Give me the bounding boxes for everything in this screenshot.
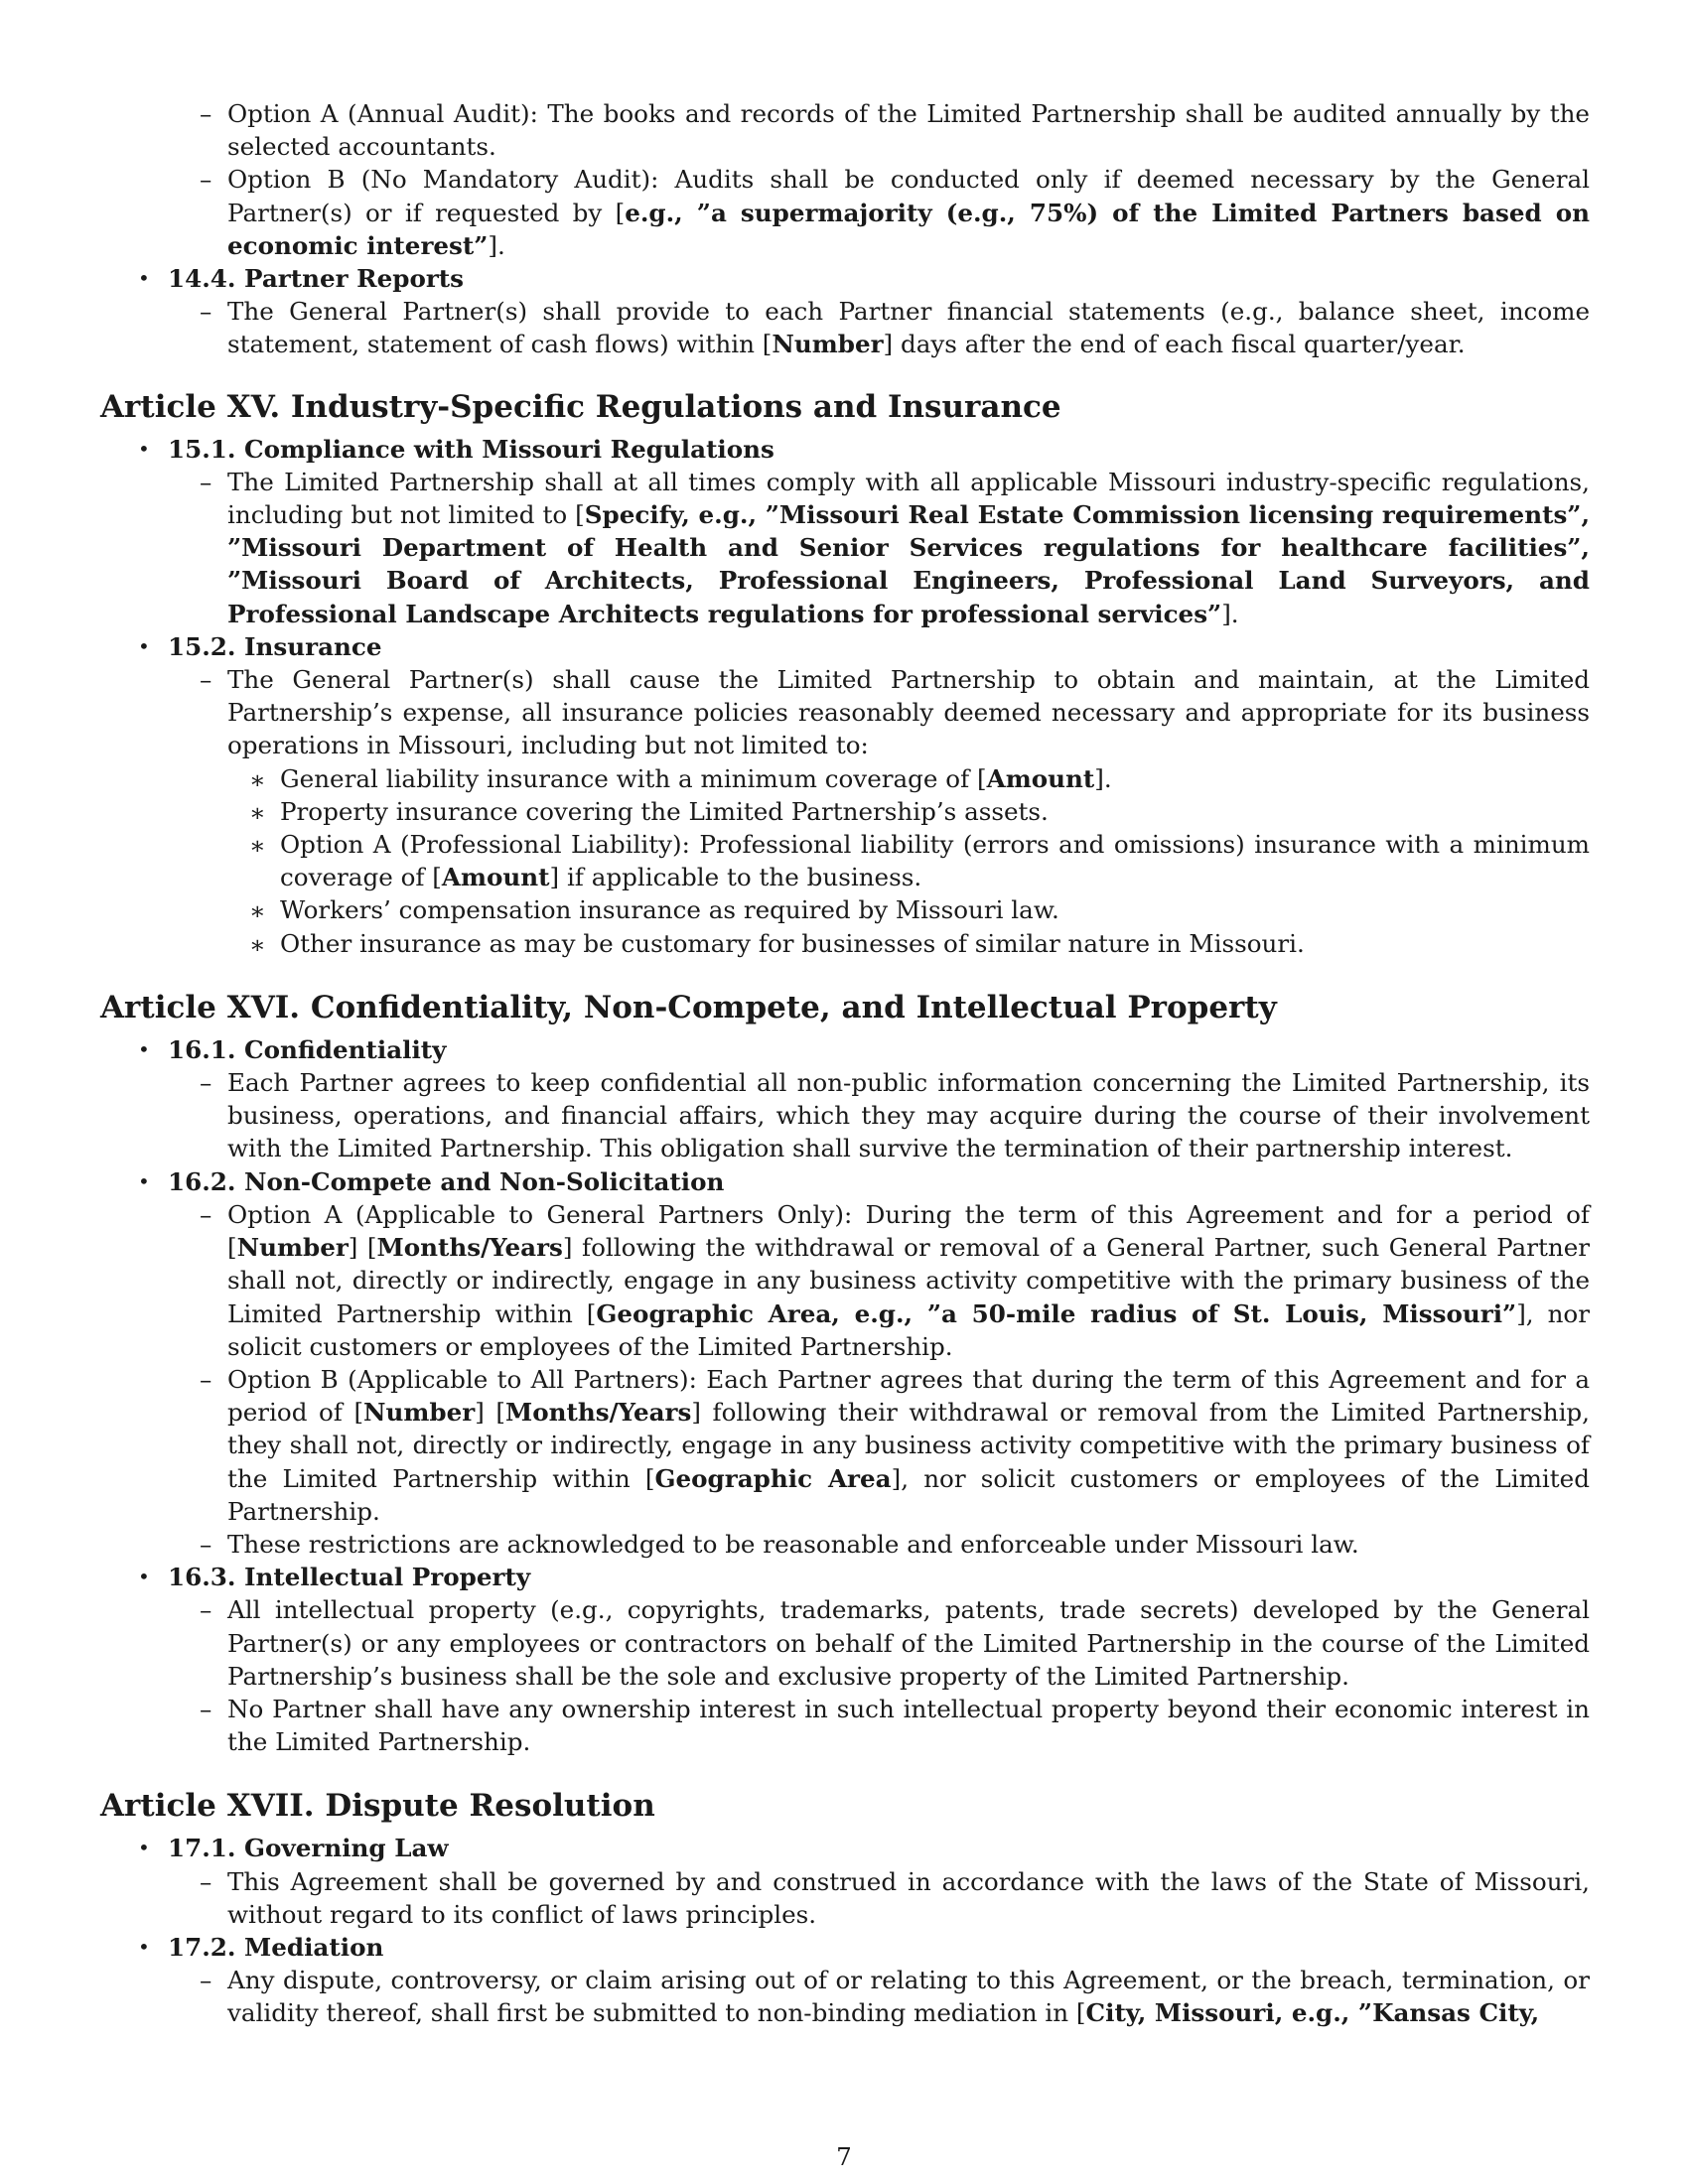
placeholder-text: Number	[236, 1233, 349, 1263]
page-number: 7	[836, 2142, 852, 2171]
bullet-marker: •	[138, 1168, 150, 1193]
section-14-3-continued	[100, 97, 1590, 262]
dash-marker: –	[200, 1068, 212, 1098]
article-xvi-heading: Article XVI. Confidentiality, Non-Compete, and Intellectual Property	[100, 989, 1277, 1025]
insurance-workers-comp: ∗ Workers’ compensation insurance as required by Missouri law.	[227, 893, 1590, 926]
document-page	[100, 97, 1590, 2030]
bullet-marker: •	[138, 266, 150, 291]
placeholder-text: Months/Years	[376, 1233, 563, 1263]
bullet-marker: •	[138, 1036, 150, 1061]
dash-marker: –	[200, 297, 212, 327]
star-marker: ∗	[249, 764, 266, 794]
bullet-marker: •	[138, 1934, 150, 1959]
bullet-marker: •	[138, 633, 150, 658]
dash-marker: –	[200, 1364, 212, 1394]
dash-marker: –	[200, 1529, 212, 1559]
section-17-1	[100, 1832, 1590, 1931]
section-title: 14.4. Partner Reports	[168, 264, 465, 294]
dash-marker: –	[200, 99, 212, 128]
dash-marker: –	[200, 1966, 212, 1995]
dash-marker: –	[200, 1694, 212, 1723]
insurance-item: – The General Partner(s) shall cause the Limited Partnership to obtain and maintain, at the Limited Partnership’s expense, all insurance policies reasonably deemed necessary and appropriate for its business operations in Missouri, including but not limited to: ∗ General liability insurance with a minimum coverage of [Amount]. ∗ Property insurance covering the Limited Partnership’s assets. ∗ Option A (Professional Liability): Professional liability (errors and omissions) insurance with a minimum coverage of [Amount] if applicable to the business. ∗ Workers’ compensation insurance as required by Missouri law. ∗ Other insurance as may be customary for businesses of similar nature in Missouri.	[168, 663, 1590, 960]
insurance-property: ∗ Property insurance covering the Limited Partnership’s assets.	[227, 795, 1590, 828]
compliance-item: – The Limited Partnership shall at all times comply with all applicable Missouri industry-specific regulations, including but not limited to [Specify, e.g., ”Missouri Real Estate Commission licensing requirements”, ”Missouri Department of Health and Senior Services regulations for healthcare facilities”, ”Missouri Board of Architects, Professional Engineers, Professional Land Surveyors, and Professional Landscape Architects regulations for professional services”].	[200, 467, 1590, 628]
placeholder-text: City, Missouri, e.g., ”Kansas City,	[1085, 1998, 1540, 2028]
audit-options	[168, 97, 1590, 262]
ip-no-interest-item: – No Partner shall have any ownership interest in such intellectual property beyond their economic interest in the Limited Partnership.	[200, 1694, 1590, 1757]
placeholder-text: Geographic Area, e.g., ”a 50-mile radius of St. Louis, Missouri”	[596, 1298, 1517, 1328]
star-marker: ∗	[249, 831, 266, 861]
continuation-list	[100, 97, 1590, 361]
bullet-marker: •	[138, 436, 150, 461]
placeholder-text: Amount	[441, 863, 550, 892]
article-xv-sections	[100, 433, 1590, 960]
bullet-marker: •	[138, 1565, 150, 1589]
dash-marker: –	[200, 467, 212, 496]
section-17-2	[100, 1931, 1590, 2030]
star-marker: ∗	[249, 929, 266, 959]
mediation-item: – Any dispute, controversy, or claim arising out of or relating to this Agreement, or the breach, termination, or validity thereof, shall first be submitted to non-binding mediation in [City, Missouri, e.g., ”Kansas City,	[200, 1966, 1590, 2028]
section-title: 17.2. Mediation	[168, 1932, 384, 1962]
section-title: 16.3. Intellectual Property	[168, 1563, 531, 1592]
dash-marker: –	[200, 165, 212, 195]
insurance-other: ∗ Other insurance as may be customary for businesses of similar nature in Missouri.	[227, 927, 1590, 960]
section-title: 15.1. Compliance with Missouri Regulations	[168, 434, 774, 464]
section-16-3	[100, 1561, 1590, 1758]
star-marker: ∗	[249, 797, 266, 827]
section-title: 17.1. Governing Law	[168, 1834, 449, 1863]
non-compete-option-b: – Option B (Applicable to All Partners): Each Partner agrees that during the term of this Agreement and for a period of [Number] [Months/Years] following their withdrawal or removal from the Limited Partnership, they shall not, directly or indirectly, engage in any business activity competitive with the primary business of the Limited Partnership within [Geographic Area], nor solicit customers or employees of the Limited Partnership.	[200, 1364, 1590, 1526]
section-16-2	[100, 1165, 1590, 1561]
section-15-1	[100, 433, 1590, 630]
dash-marker: –	[200, 1866, 212, 1896]
section-14-4	[100, 262, 1590, 361]
partner-reports-item: – The General Partner(s) shall provide to each Partner financial statements (e.g., balance sheet, income statement, statement of cash flows) within [Number] days after the end of each fiscal quarter/year.	[200, 297, 1590, 359]
placeholder-text: Amount	[986, 763, 1095, 793]
section-title: 16.1. Confidentiality	[168, 1034, 447, 1064]
ip-ownership-item: – All intellectual property (e.g., copyrights, trademarks, patents, trade secrets) developed by the General Partner(s) or any employees or contractors on behalf of the Limited Partnership in the course of the Limited Partnership’s business shall be the sole and exclusive property of the Limited Partnership.	[200, 1595, 1590, 1691]
placeholder-text: Months/Years	[504, 1398, 692, 1428]
bullet-marker: •	[138, 1836, 150, 1860]
non-compete-option-a: – Option A (Applicable to General Partners Only): During the term of this Agreement and for a period of [Number] [Months/Years] following the withdrawal or removal of a General Partner, such General Partner shall not, directly or indirectly, engage in any business activity competitive with the primary business of the Limited Partnership within [Geographic Area, e.g., ”a 50-mile radius of St. Louis, Missouri”], nor solicit customers or employees of the Limited Partnership.	[200, 1199, 1591, 1361]
insurance-list	[227, 762, 1590, 960]
article-xv-heading: Article XV. Industry-Specific Regulations and Insurance	[100, 388, 1061, 425]
star-marker: ∗	[249, 896, 266, 926]
placeholder-text: Number	[772, 330, 884, 359]
insurance-general-liability: ∗ General liability insurance with a minimum coverage of [Amount].	[227, 762, 1590, 795]
placeholder-text: Specify, e.g., ”Missouri Real Estate Commission licensing requirements”, ”Missouri Department of Health and Senior Services regulations for healthcare facilities”, ”Missouri Board of Architects, Professional Engineers, Professional Land Surveyors, and Professional Landscape Architects regulations for professional services”	[227, 500, 1590, 628]
section-title: 15.2. Insurance	[168, 631, 382, 661]
article-xvi-sections	[100, 1033, 1590, 1758]
article-xvii-heading: Article XVII. Dispute Resolution	[100, 1788, 655, 1825]
insurance-professional-liability: ∗ Option A (Professional Liability): Professional liability (errors and omissions) insurance with a minimum coverage of [Amount] if applicable to the business.	[249, 830, 1590, 892]
section-15-2	[100, 630, 1590, 960]
restrictions-item: – These restrictions are acknowledged to be reasonable and enforceable under Missouri law.	[168, 1528, 1590, 1561]
governing-law-item: – This Agreement shall be governed by and construed in accordance with the laws of the State of Missouri, without regard to its conflict of laws principles.	[200, 1866, 1590, 1929]
placeholder-text: Number	[363, 1398, 476, 1428]
audit-option-a: – Option A (Annual Audit): The books and records of the Limited Partnership shall be audited annually by the selected accountants.	[200, 99, 1590, 162]
dash-marker: –	[200, 665, 212, 695]
dash-marker: –	[200, 1199, 212, 1229]
dash-marker: –	[200, 1595, 212, 1625]
article-xvii-sections	[100, 1832, 1590, 2029]
section-title: 16.2. Non-Compete and Non-Solicitation	[168, 1166, 725, 1196]
audit-option-b: – Option B (No Mandatory Audit): Audits shall be conducted only if deemed necessary by the General Partner(s) or if requested by [e.g., ”a supermajority (e.g., 75%) of the Limited Partners based on economic interest”].	[200, 165, 1590, 260]
confidentiality-item: – Each Partner agrees to keep confidential all non-public information concerning the Limited Partnership, its business, operations, and financial affairs, which they may acquire during the course of their involvement with the Limited Partnership. This obligation shall survive the termination of their partnership interest.	[200, 1068, 1590, 1163]
placeholder-text: e.g., ”a supermajority (e.g., 75%) of the Limited Partners based on economic interest”	[227, 198, 1590, 260]
placeholder-text: Geographic Area	[654, 1463, 892, 1493]
section-16-1	[100, 1033, 1590, 1165]
